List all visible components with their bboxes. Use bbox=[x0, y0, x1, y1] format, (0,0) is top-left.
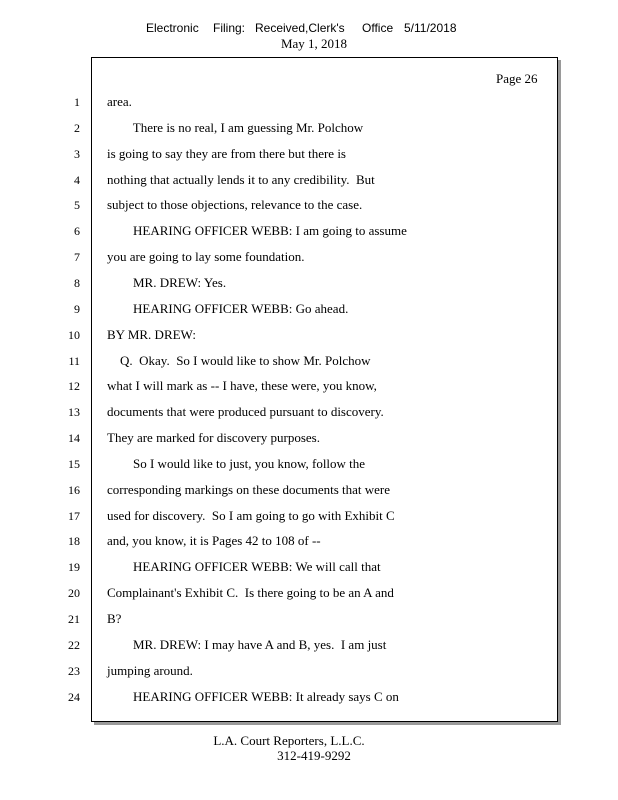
transcript-line bbox=[0, 93, 560, 111]
line-text: So I would like to just, you know, follow the bbox=[107, 455, 366, 471]
line-number: 6 bbox=[74, 224, 80, 239]
line-text: BY MR. DREW: bbox=[107, 326, 196, 342]
line-number: 8 bbox=[74, 275, 80, 290]
line-number: 23 bbox=[68, 663, 80, 678]
line-number: 12 bbox=[68, 379, 80, 394]
line-number: 10 bbox=[68, 327, 80, 342]
transcript-line bbox=[0, 403, 560, 421]
line-text: area. bbox=[107, 94, 132, 109]
transcript-line bbox=[0, 222, 560, 240]
line-number: 18 bbox=[68, 534, 80, 549]
line-number: 5 bbox=[74, 198, 80, 213]
stamp-word-electronic: Electronic bbox=[146, 21, 199, 35]
line-text: and, you know, it is Pages 42 to 108 of -- bbox=[107, 533, 321, 549]
electronic-filing-stamp bbox=[0, 20, 618, 36]
line-text: documents that were produced pursuant to discovery. bbox=[107, 404, 384, 420]
line-text: HEARING OFFICER WEBB: We will call that bbox=[107, 559, 381, 575]
line-number: 11 bbox=[68, 353, 80, 368]
line-text: They are marked for discovery purposes. bbox=[107, 430, 320, 446]
line-number: 13 bbox=[68, 405, 80, 420]
line-number: 24 bbox=[68, 689, 80, 704]
line-text: you are going to lay some foundation. bbox=[107, 249, 305, 265]
transcript-line bbox=[0, 171, 560, 189]
line-number: 15 bbox=[68, 456, 80, 471]
line-number: 16 bbox=[68, 482, 80, 497]
transcript-line bbox=[0, 352, 560, 370]
line-number: 7 bbox=[74, 250, 80, 265]
transcript-line bbox=[0, 481, 560, 499]
line-number: 1 bbox=[74, 95, 80, 109]
transcript-line bbox=[0, 274, 560, 292]
transcript-line bbox=[0, 145, 560, 163]
line-number: 9 bbox=[74, 301, 80, 316]
line-number: 21 bbox=[68, 612, 80, 626]
line-text: There is no real, I am guessing Mr. Polchow bbox=[107, 119, 364, 135]
transcript-date: May 1, 2018 bbox=[280, 36, 348, 51]
transcript-line bbox=[0, 688, 560, 706]
stamp-date: 5/11/2018 bbox=[404, 21, 457, 35]
transcript-line bbox=[0, 300, 560, 318]
transcript-line bbox=[0, 119, 560, 137]
line-number: 20 bbox=[68, 586, 80, 601]
transcript-line bbox=[0, 429, 560, 447]
transcript-line bbox=[0, 584, 560, 602]
line-text: MR. DREW: I may have A and B, yes. I am just bbox=[107, 636, 387, 652]
line-number: 3 bbox=[74, 146, 80, 161]
transcript-line bbox=[0, 662, 560, 680]
line-text: Complainant's Exhibit C. Is there going to be an A and bbox=[107, 585, 394, 601]
line-text: subject to those objections, relevance to the case. bbox=[107, 197, 363, 213]
line-number: 17 bbox=[68, 508, 80, 523]
transcript-line bbox=[0, 610, 560, 628]
line-number: 4 bbox=[74, 172, 80, 187]
line-text: corresponding markings on these documents that were bbox=[107, 481, 391, 497]
transcript-line bbox=[0, 196, 560, 214]
transcript-line bbox=[0, 636, 560, 654]
page-number: Page 26 bbox=[496, 71, 538, 86]
line-text: HEARING OFFICER WEBB: It already says C on bbox=[107, 688, 399, 704]
transcript-line bbox=[0, 507, 560, 525]
line-number: 19 bbox=[68, 560, 80, 575]
line-text: Q. Okay. So I would like to show Mr. Polchow bbox=[107, 352, 371, 368]
line-number: 14 bbox=[68, 431, 80, 446]
transcript-line bbox=[0, 326, 560, 344]
stamp-word-filing: Filing: bbox=[213, 21, 246, 35]
footer-company: L.A. Court Reporters, L.L.C. bbox=[213, 733, 365, 748]
line-text: nothing that actually lends it to any credibility. But bbox=[107, 171, 375, 187]
stamp-word-received-clerks: Received,Clerk's bbox=[255, 21, 345, 35]
line-text: jumping around. bbox=[107, 662, 193, 678]
line-text: used for discovery. So I am going to go with Exhibit C bbox=[107, 507, 395, 523]
transcript-line bbox=[0, 248, 560, 266]
line-text: is going to say they are from there but there is bbox=[107, 145, 346, 161]
line-text: B? bbox=[107, 611, 122, 626]
line-text: HEARING OFFICER WEBB: I am going to assume bbox=[107, 223, 407, 239]
line-number: 22 bbox=[68, 637, 80, 652]
transcript-line bbox=[0, 455, 560, 473]
footer-phone: 312-419-9292 bbox=[277, 748, 351, 763]
line-number: 2 bbox=[74, 120, 80, 135]
transcript-line bbox=[0, 377, 560, 395]
line-text: what I will mark as -- I have, these were, you know, bbox=[107, 378, 377, 394]
line-text: MR. DREW: Yes. bbox=[107, 274, 227, 290]
transcript-line bbox=[0, 558, 560, 576]
stamp-word-office: Office bbox=[362, 21, 394, 35]
transcript-line bbox=[0, 532, 560, 550]
line-text: HEARING OFFICER WEBB: Go ahead. bbox=[107, 300, 349, 316]
